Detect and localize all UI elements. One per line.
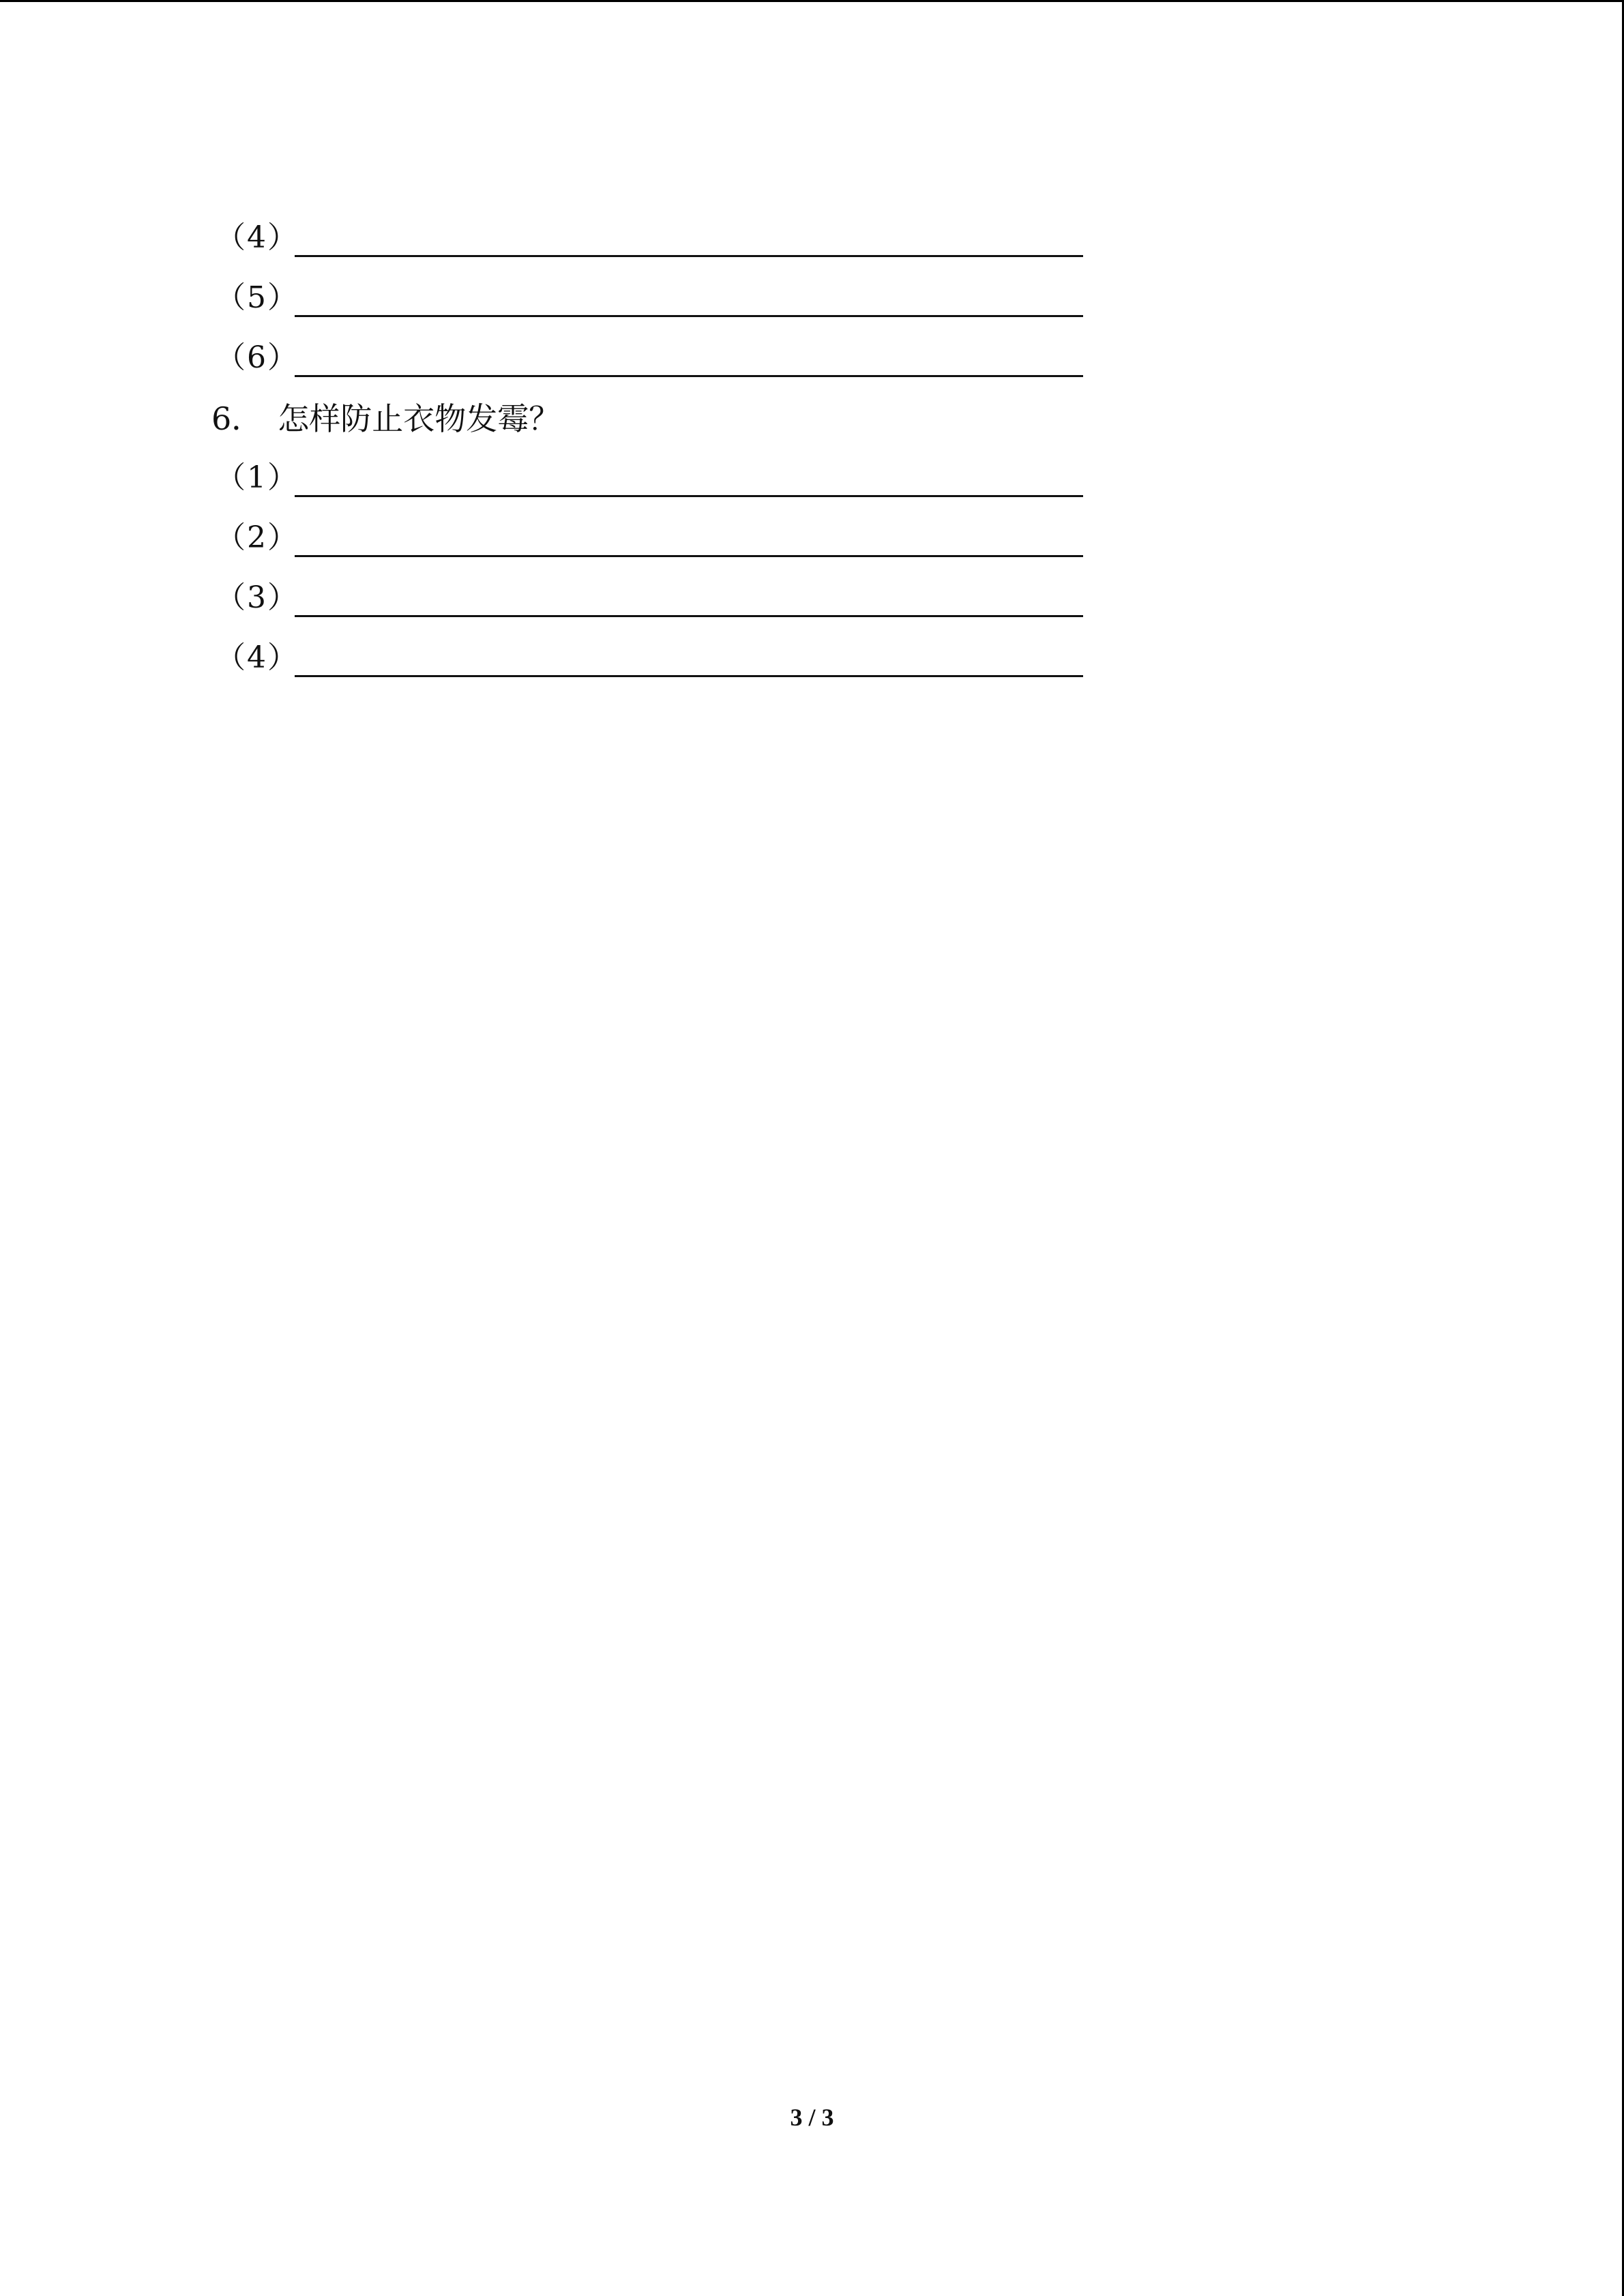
- question-6: [211, 400, 561, 437]
- answer-line-row: [216, 216, 1083, 257]
- answer-blank-line: [295, 555, 1083, 557]
- answer-blank-line: [295, 255, 1083, 257]
- page-number: 3 / 3: [790, 2104, 834, 2131]
- answer-line-row: [216, 456, 1083, 497]
- answer-line-label: （4）: [216, 220, 299, 255]
- answer-line-row: [216, 276, 1083, 317]
- answer-line-label: （3）: [216, 580, 299, 615]
- answer-blank-line: [295, 615, 1083, 617]
- answer-line-row: [216, 576, 1083, 617]
- answer-blank-line: [295, 675, 1083, 677]
- answer-line-label: （5）: [216, 280, 299, 315]
- answer-blank-line: [295, 375, 1083, 377]
- answer-line-label: （4）: [216, 640, 299, 675]
- answer-line-row: [216, 336, 1083, 377]
- answer-blank-line: [295, 315, 1083, 317]
- answer-line-label: （1）: [216, 460, 299, 495]
- question-number: 6．: [211, 400, 263, 437]
- answer-line-label: （6）: [216, 340, 299, 375]
- answer-line-label: （2）: [216, 520, 299, 555]
- question-text: 怎样防止衣物发霉？: [278, 400, 561, 437]
- answer-line-row: [216, 516, 1083, 557]
- answer-blank-line: [295, 495, 1083, 497]
- answer-line-row: [216, 636, 1083, 677]
